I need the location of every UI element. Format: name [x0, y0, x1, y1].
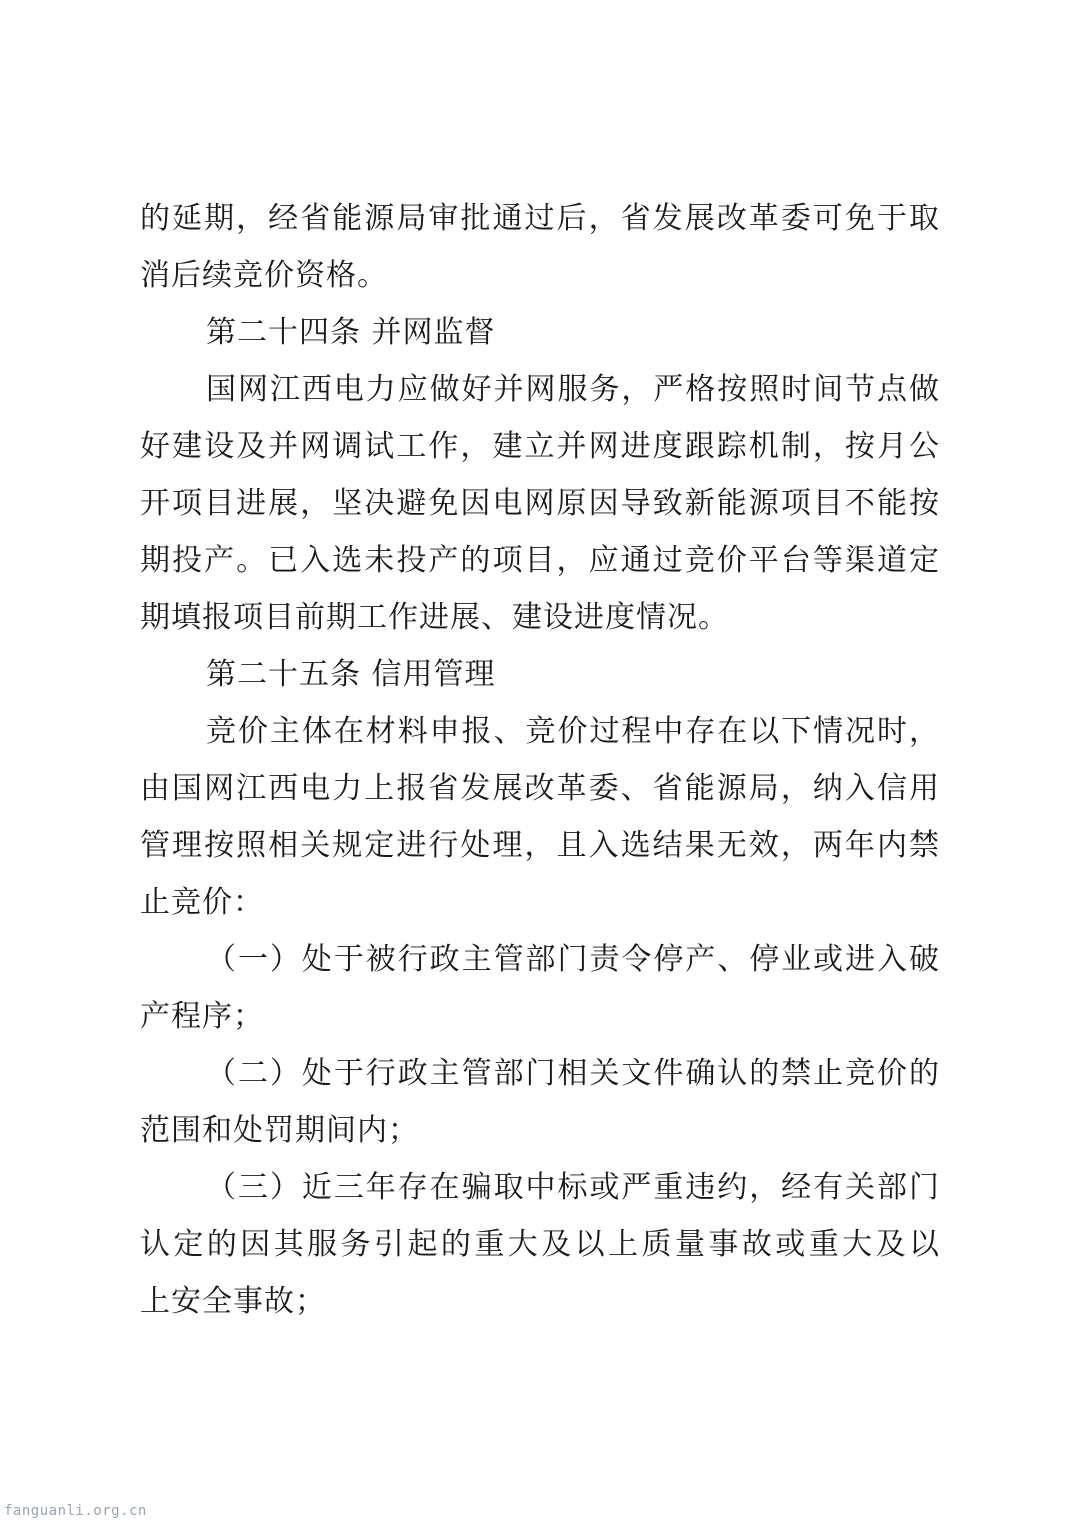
- body-text-line: 管理按照相关规定进行处理，且入选结果无效，两年内禁: [140, 828, 940, 863]
- list-item-line: 产程序；: [140, 999, 264, 1034]
- list-item-line: 范围和处罚期间内；: [140, 1113, 419, 1148]
- body-text-line: 由国网江西电力上报省发展改革委、省能源局，纳入信用: [140, 771, 940, 806]
- list-item-line: 上安全事故；: [140, 1284, 326, 1319]
- body-text-line: 止竞价：: [140, 885, 264, 920]
- body-text-line: 国网江西电力应做好并网服务，严格按照时间节点做: [206, 372, 940, 407]
- article-heading: 第二十五条 信用管理: [206, 657, 496, 692]
- site-watermark: fanguanli.org.cn: [4, 1503, 147, 1519]
- body-text-line: 竞价主体在材料申报、竞价过程中存在以下情况时，: [206, 714, 940, 749]
- body-text-line: 消后续竞价资格。: [140, 258, 388, 293]
- list-item-line: （二）处于行政主管部门相关文件确认的禁止竞价的: [206, 1056, 940, 1091]
- body-text-line: 开项目进展，坚决避免因电网原因导致新能源项目不能按: [140, 486, 940, 521]
- body-text-line: 期投产。已入选未投产的项目，应通过竞价平台等渠道定: [140, 543, 940, 578]
- list-item-line: 认定的因其服务引起的重大及以上质量事故或重大及以: [140, 1227, 940, 1262]
- body-text-line: 好建设及并网调试工作，建立并网进度跟踪机制，按月公: [140, 429, 940, 464]
- body-text-line: 期填报项目前期工作进展、建设进度情况。: [140, 600, 729, 635]
- list-item-line: （三）近三年存在骗取中标或严重违约，经有关部门: [206, 1170, 940, 1205]
- body-text-line: 的延期，经省能源局审批通过后，省发展改革委可免于取: [140, 201, 940, 236]
- list-item-line: （一）处于被行政主管部门责令停产、停业或进入破: [206, 942, 940, 977]
- article-heading: 第二十四条 并网监督: [206, 315, 496, 350]
